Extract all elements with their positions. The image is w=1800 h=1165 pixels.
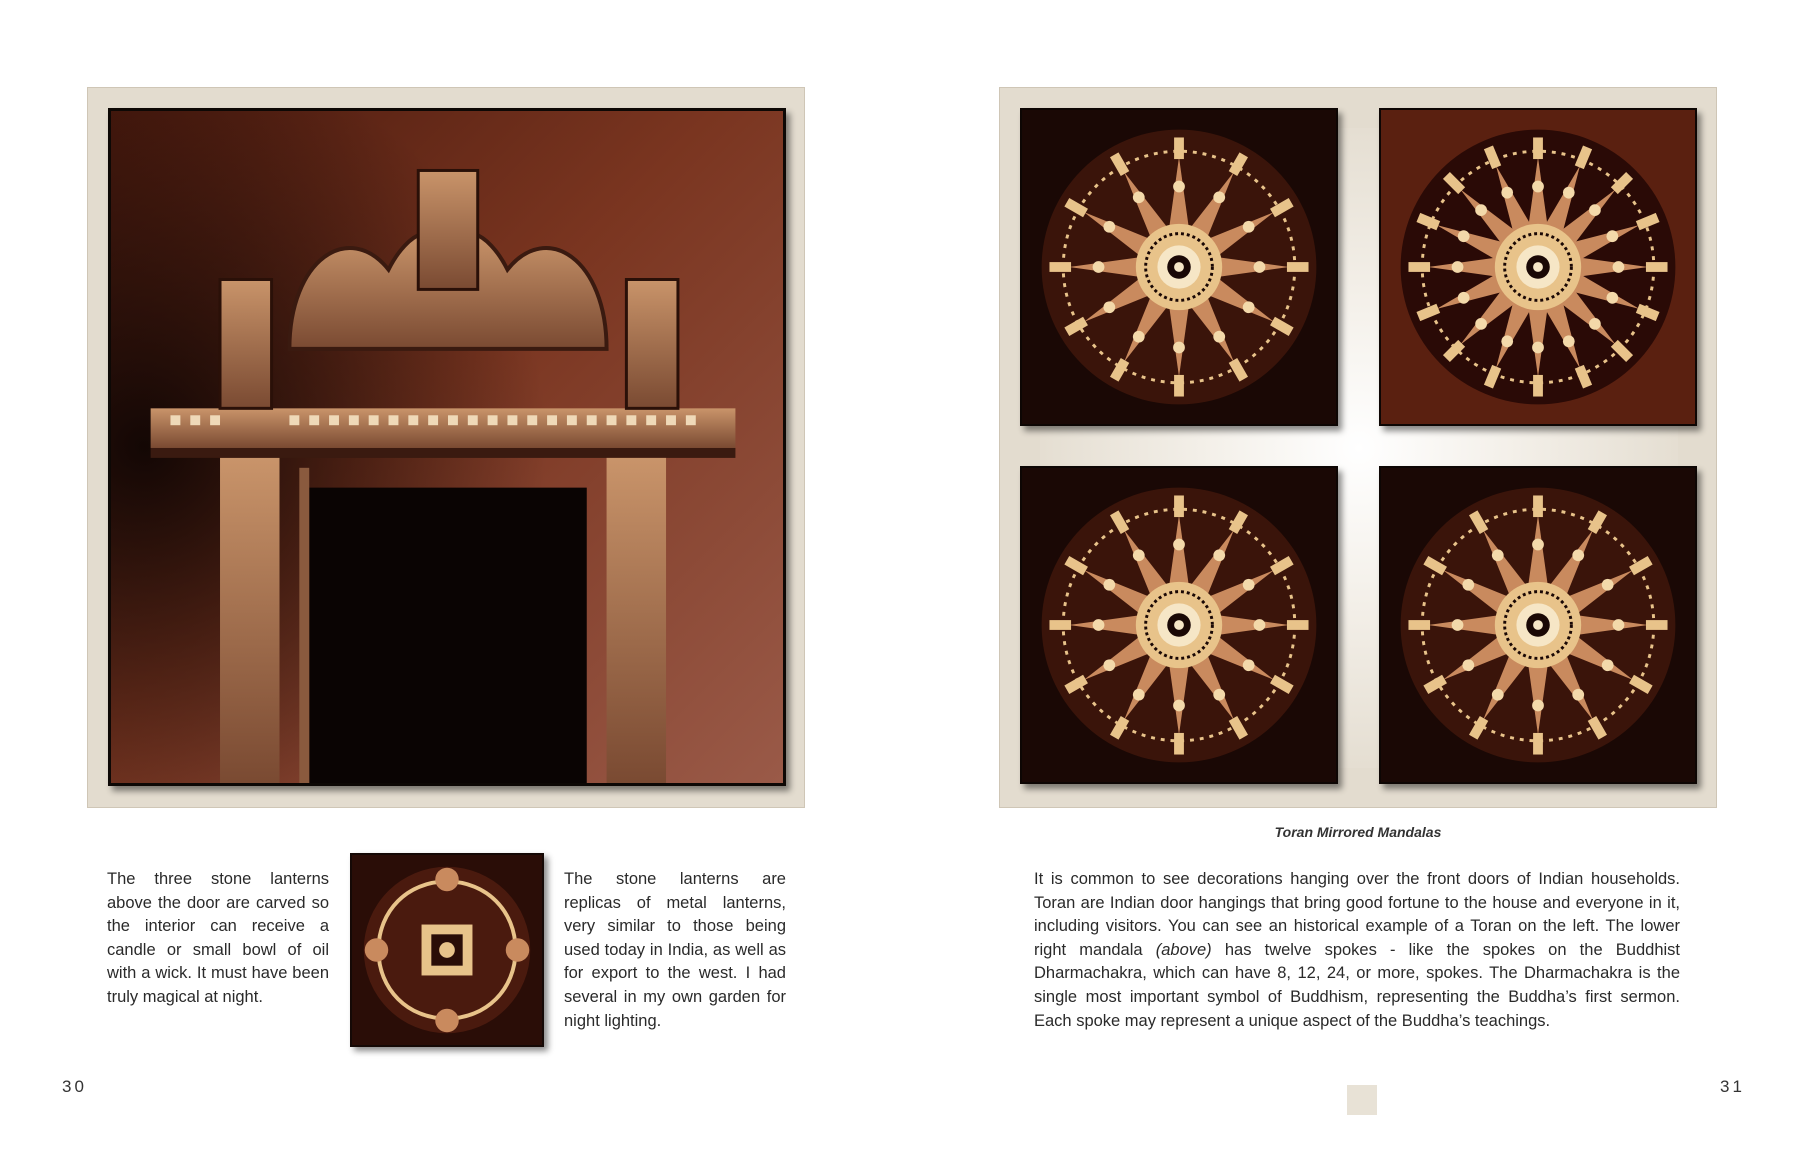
mandala-top-left <box>1020 108 1338 426</box>
mandala-bottom-right <box>1379 466 1697 784</box>
mandala-grid-frame <box>999 87 1717 808</box>
stone-doorway-photo <box>108 108 786 786</box>
paragraph-part-1: It is common to see decorations hanging over the front doors of Indian households. Toran are Indian door hangings that bring good fortune to the house and everyone in it, including visitors. You can see an historical example of a Toran on the left. The lower right mandala <box>1034 870 1680 959</box>
mandala-bottom-left <box>1020 466 1338 784</box>
page-marker <box>1347 1085 1377 1115</box>
mandala-top-right <box>1379 108 1697 426</box>
door-photo-frame <box>87 87 805 808</box>
page-number-left: 30 <box>62 1077 87 1096</box>
small-mandala-image <box>350 853 544 1047</box>
toran-paragraph <box>1034 868 1680 1033</box>
page-number-right: 31 <box>1720 1077 1745 1096</box>
lantern-paragraph: The three stone lanterns above the door are carved so the interior can receive a candle or small bowl of oil with a wick. It must have been truly magical at night. <box>107 870 329 1006</box>
paragraph-part-2: has twelve spokes - like the spokes on the Buddhist Dharmachakra, which can have 8, 12, 24, or more, spokes. The Dharmachakra is the single most important symbol of Buddhism, representing the Buddha’s first sermon. Each spoke may represent a unique aspect of the Buddha’s teachings. <box>1034 940 1680 1030</box>
paragraph-italic: (above) <box>1155 940 1212 959</box>
figure-caption: Toran Mirrored Mandalas <box>1274 824 1442 840</box>
replica-paragraph: The stone lanterns are replicas of metal lanterns, very similar to those being used today in India, as well as for export to the west. I had several in my own garden for night lighting. <box>564 870 786 1030</box>
